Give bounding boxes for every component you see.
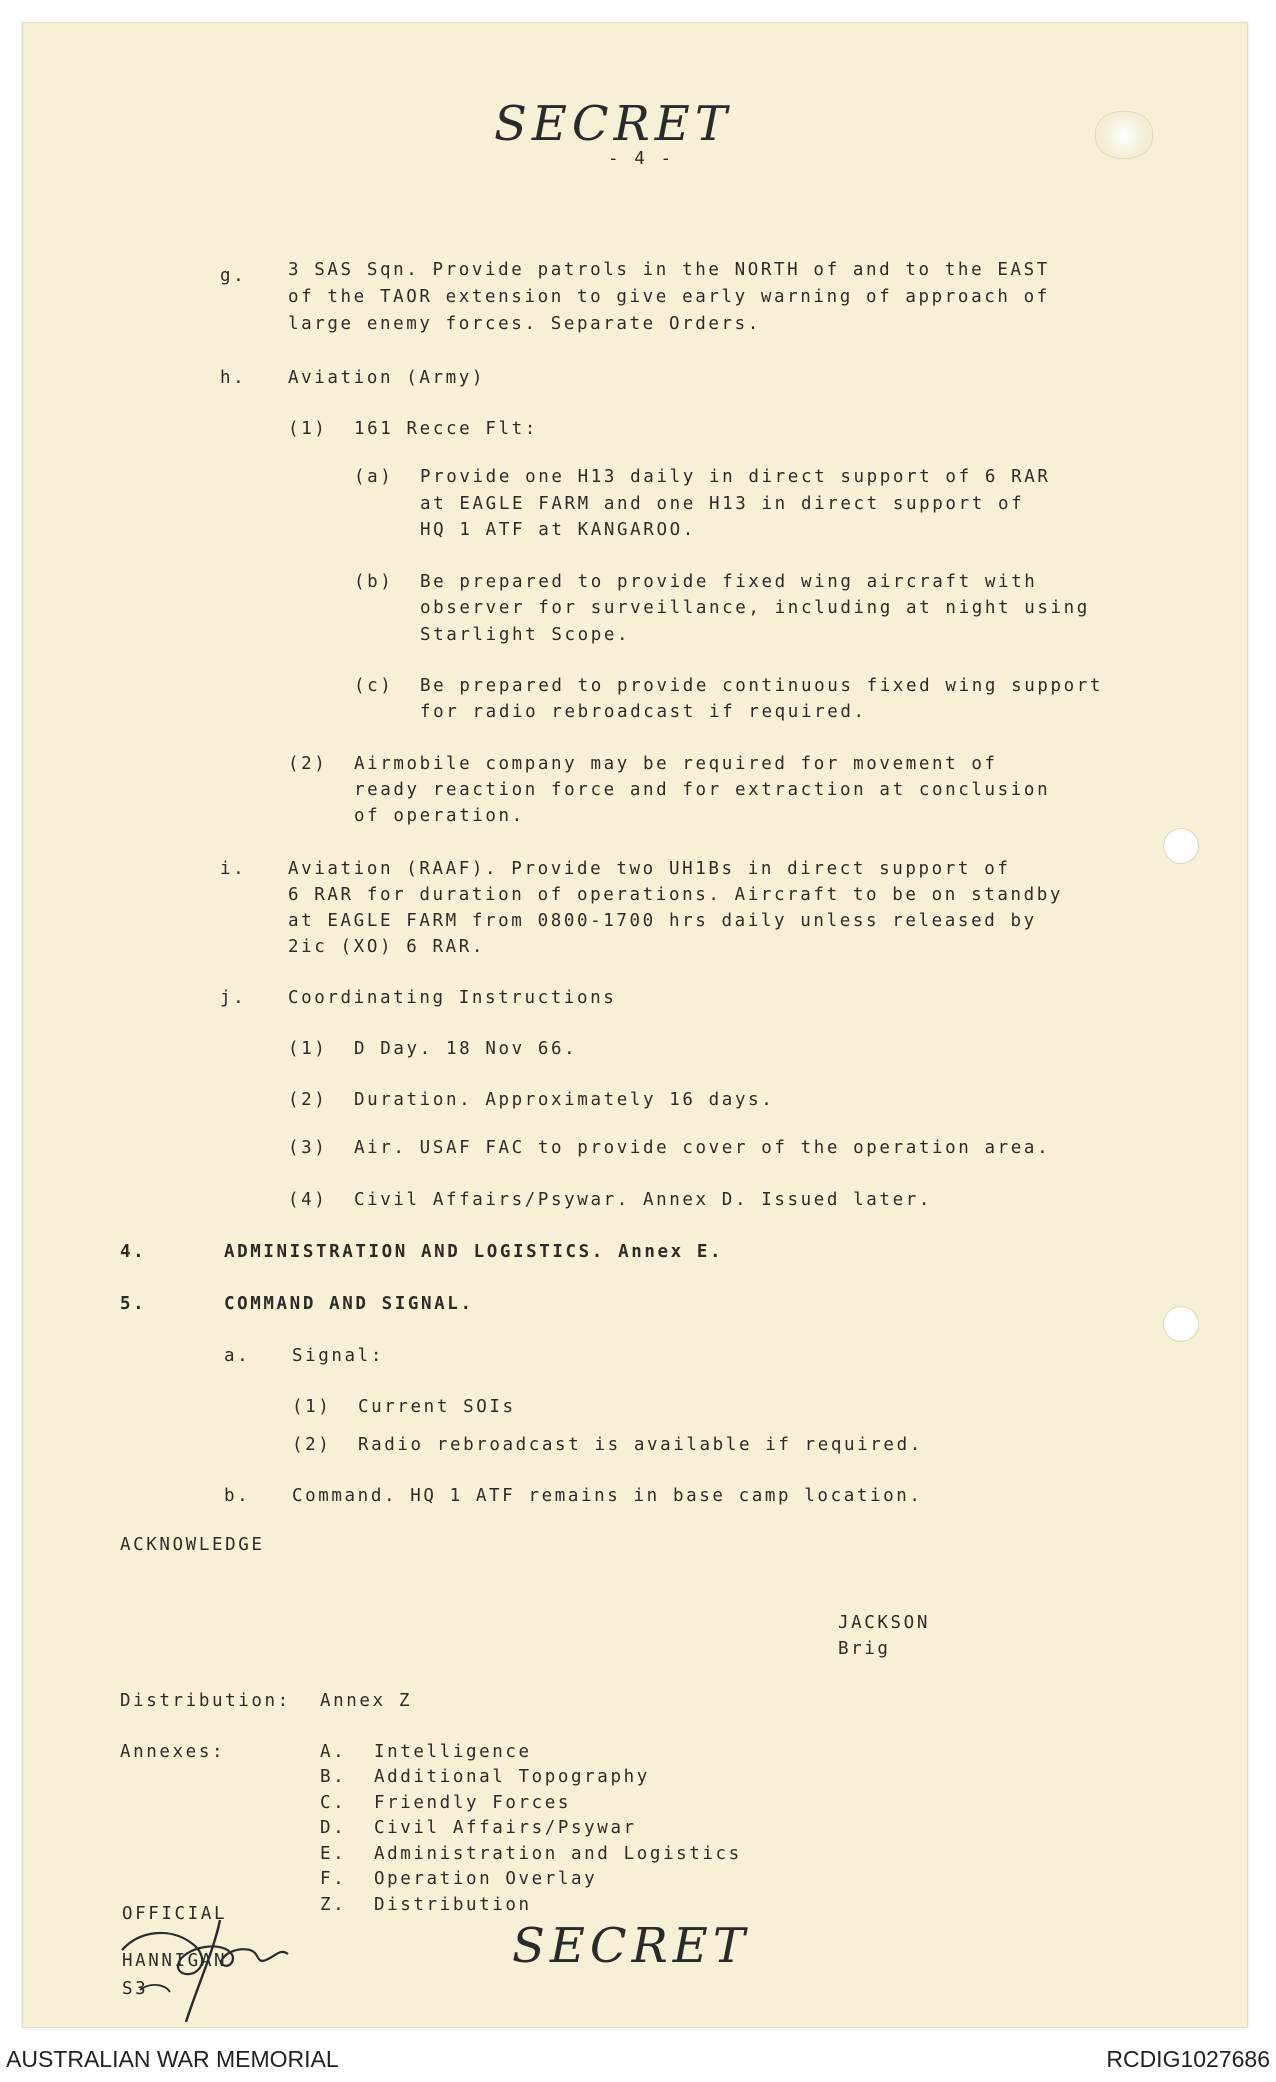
section-g-line: of the TAOR extension to give early warning of approach of: [288, 287, 1050, 307]
j-item-label: (3): [288, 1138, 328, 1158]
h1c-line: for radio rebroadcast if required.: [420, 702, 867, 722]
h1a-label: (a): [354, 467, 394, 487]
section-h-label: h.: [220, 368, 247, 388]
official-name: HANNIGAN: [122, 1951, 228, 1971]
h1c-label: (c): [354, 676, 394, 696]
punch-hole: [1163, 828, 1199, 864]
s5b-label: b.: [224, 1486, 251, 1506]
section-i-label: i.: [220, 859, 247, 879]
s5a-label: a.: [224, 1346, 251, 1366]
h2-label: (2): [288, 754, 328, 774]
annex-title: Friendly Forces: [374, 1793, 572, 1813]
annex-title: Additional Topography: [374, 1767, 650, 1787]
official-appointment: S3: [122, 1979, 149, 1999]
distribution-value: Annex Z: [320, 1691, 412, 1711]
section-i-line: 6 RAR for duration of operations. Aircraft to be on standby: [288, 885, 1064, 905]
section-5-label: 5.: [120, 1294, 147, 1314]
annex-letter: D.: [320, 1818, 347, 1838]
annex-letter: A.: [320, 1742, 347, 1762]
annex-letter: F.: [320, 1869, 347, 1889]
h1-title: 161 Recce Flt:: [354, 419, 538, 439]
section-i-line: at EAGLE FARM from 0800-1700 hrs daily unless released by: [288, 911, 1037, 931]
j-item-text: D Day. 18 Nov 66.: [354, 1039, 578, 1059]
h1-label: (1): [288, 419, 328, 439]
archive-reference: RCDIG1027686: [1106, 2046, 1270, 2072]
s5a-item-label: (1): [292, 1397, 332, 1417]
h2-line: of operation.: [354, 806, 525, 826]
classification-footer: SECRET: [512, 1918, 750, 1974]
j-item-label: (2): [288, 1090, 328, 1110]
s5a-item-text: Current SOIs: [358, 1397, 516, 1417]
section-4-label: 4.: [120, 1242, 147, 1262]
h1a-line: at EAGLE FARM and one H13 in direct support of: [420, 494, 1025, 514]
j-item-text: Air. USAF FAC to provide cover of the operation area.: [354, 1138, 1051, 1158]
signatory-rank: Brig: [838, 1639, 891, 1659]
s5b-text: Command. HQ 1 ATF remains in base camp location.: [292, 1486, 923, 1506]
section-i-line: 2ic (XO) 6 RAR.: [288, 937, 486, 957]
section-g-line: 3 SAS Sqn. Provide patrols in the NORTH of and to the EAST: [288, 260, 1050, 280]
section-i-line: Aviation (RAAF). Provide two UH1Bs in direct support of: [288, 859, 1011, 879]
annex-title: Distribution: [374, 1895, 532, 1915]
classification-header: SECRET: [494, 96, 732, 152]
section-h-title: Aviation (Army): [288, 368, 486, 388]
annex-letter: C.: [320, 1793, 347, 1813]
j-item-text: Civil Affairs/Psywar. Annex D. Issued later.: [354, 1190, 932, 1210]
h2-line: Airmobile company may be required for movement of: [354, 754, 998, 774]
s5a-item-label: (2): [292, 1435, 332, 1455]
annex-title: Civil Affairs/Psywar: [374, 1818, 637, 1838]
section-5-title: COMMAND AND SIGNAL.: [224, 1294, 474, 1314]
h1b-label: (b): [354, 572, 394, 592]
section-g-line: large enemy forces. Separate Orders.: [288, 314, 761, 334]
annex-title: Operation Overlay: [374, 1869, 598, 1889]
j-item-label: (1): [288, 1039, 328, 1059]
annex-title: Administration and Logistics: [374, 1844, 742, 1864]
annexes-label: Annexes:: [120, 1742, 226, 1762]
h1c-line: Be prepared to provide continuous fixed wing support: [420, 676, 1104, 696]
section-4-text: ADMINISTRATION AND LOGISTICS. Annex E.: [224, 1242, 724, 1262]
s5a-item-text: Radio rebroadcast is available if required.: [358, 1435, 923, 1455]
punch-hole: [1163, 1306, 1199, 1342]
handwritten-signature: [110, 1890, 360, 2030]
official-label: OFFICIAL: [122, 1904, 228, 1924]
annex-letter: E.: [320, 1844, 347, 1864]
h1b-line: Be prepared to provide fixed wing aircraft with: [420, 572, 1038, 592]
j-item-label: (4): [288, 1190, 328, 1210]
page-number: - 4 -: [608, 149, 674, 169]
h1a-line: HQ 1 ATF at KANGAROO.: [420, 520, 696, 540]
h1b-line: Starlight Scope.: [420, 625, 631, 645]
distribution-label: Distribution:: [120, 1691, 291, 1711]
signatory-name: JACKSON: [838, 1613, 930, 1633]
annex-letter: B.: [320, 1767, 347, 1787]
annex-title: Intelligence: [374, 1742, 532, 1762]
h1a-line: Provide one H13 daily in direct support of 6 RAR: [420, 467, 1051, 487]
h1b-line: observer for surveillance, including at night using: [420, 598, 1090, 618]
section-g-label: g.: [220, 266, 247, 286]
annex-letter: Z.: [320, 1895, 347, 1915]
h2-line: ready reaction force and for extraction at conclusion: [354, 780, 1051, 800]
acknowledge: ACKNOWLEDGE: [120, 1535, 265, 1555]
archive-name: AUSTRALIAN WAR MEMORIAL: [6, 2046, 339, 2072]
paper-stain: [1095, 111, 1153, 159]
section-j-title: Coordinating Instructions: [288, 988, 617, 1008]
s5a-title: Signal:: [292, 1346, 384, 1366]
section-j-label: j.: [220, 988, 247, 1008]
j-item-text: Duration. Approximately 16 days.: [354, 1090, 775, 1110]
